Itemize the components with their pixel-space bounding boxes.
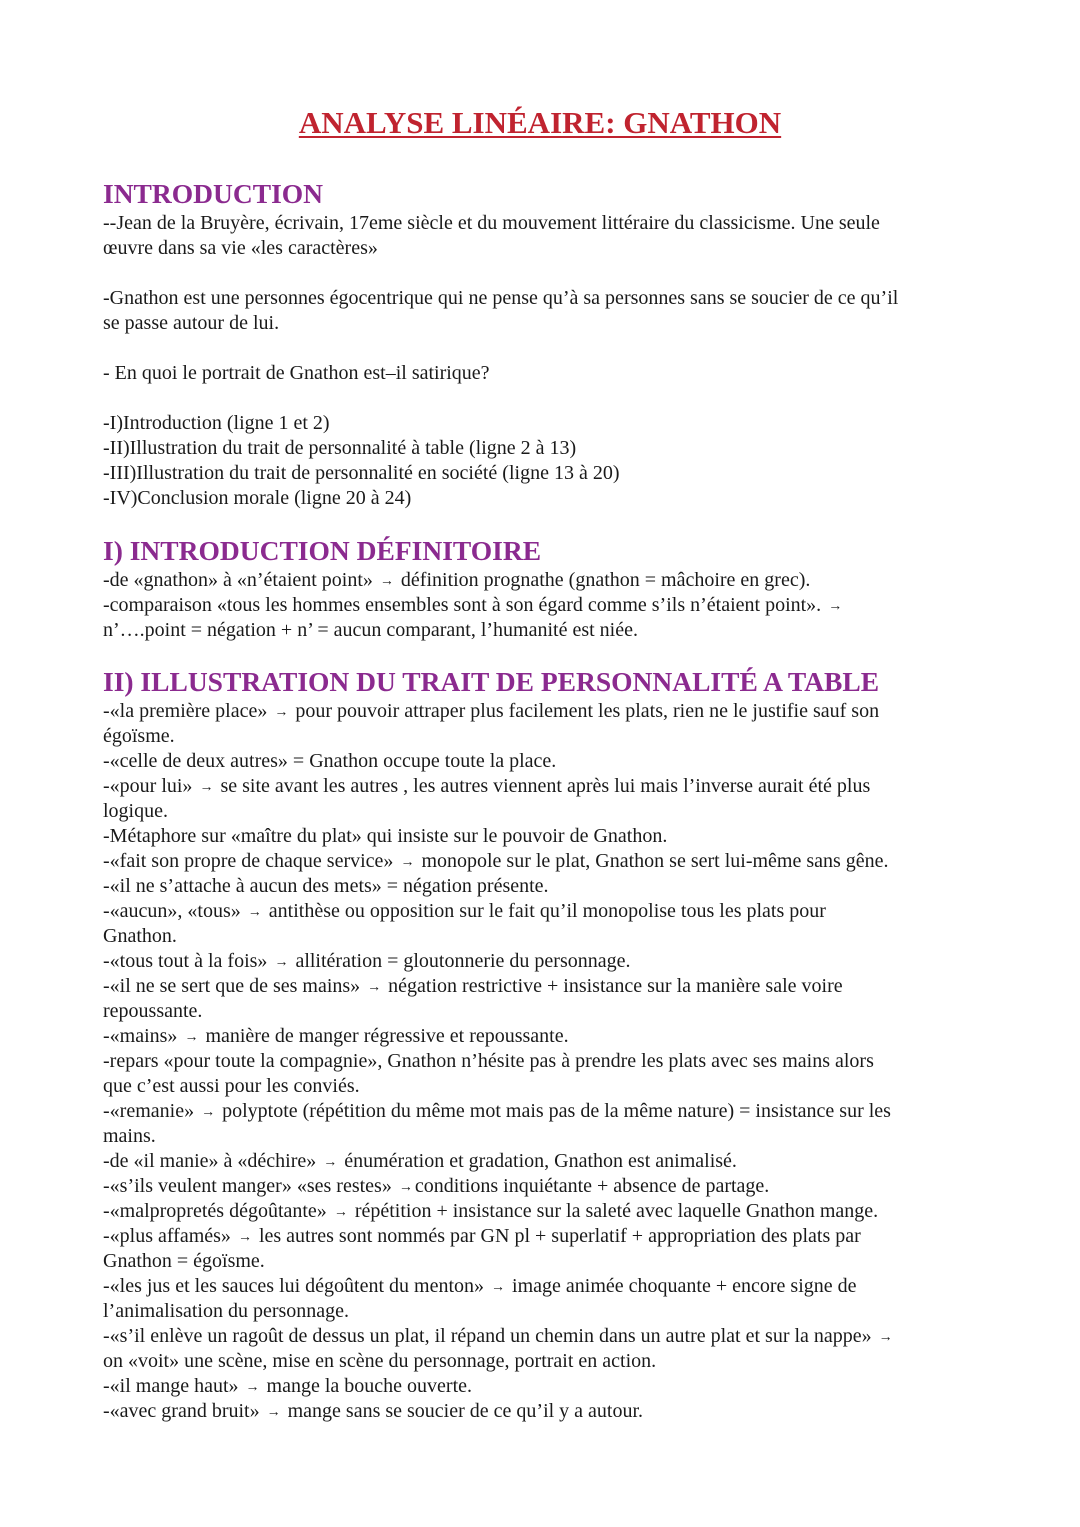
part2-line: -«celle de deux autres» = Gnathon occupe toute la place. [103,750,557,772]
arrow-glyph: → [333,1205,348,1220]
arrow-glyph: → [878,1330,893,1345]
part2-line: -«malpropretés dégoûtante» → répétition + insistance sur la saleté avec laquelle Gnathon mange. [103,1200,879,1222]
part2-line: logique. [103,800,168,822]
part2-line: -«remanie» → polyptote (répétition du même mot mais pas de la même nature) = insistance sur les [103,1100,891,1122]
section-heading-introduction: INTRODUCTION [103,178,324,209]
part2-line: -«fait son propre de chaque service» → monopole sur le plat, Gnathon se sert lui-même sans gêne. [103,850,889,872]
intro-line: se passe autour de lui. [103,312,280,334]
part2-line: -«plus affamés» → les autres sont nommés par GN pl + superlatif + appropriation des plats par [103,1225,861,1247]
arrow-glyph: → [367,980,382,995]
part2-line: que c’est aussi pour les conviés. [103,1075,360,1097]
arrow-glyph: → [828,599,843,614]
section-heading-part1: I) INTRODUCTION DÉFINITOIRE [103,535,542,566]
intro-line: -Gnathon est une personnes égocentrique qui ne pense qu’à sa personnes sans se soucier de ce qu’il [103,287,899,309]
part2-line: -«les jus et les sauces lui dégoûtent du menton» → image animée choquante + encore signe de [103,1275,857,1297]
part1-line: -comparaison «tous les hommes ensembles sont à son égard comme s’ils n’étaient point». → [103,594,843,616]
part1-line: n’….point = négation + n’ = aucun comparant, l’humanité est niée. [103,619,638,641]
arrow-glyph: → [400,855,415,870]
arrow-glyph: → [323,1155,338,1170]
plan-item: -II)Illustration du trait de personnalité à table (ligne 2 à 13) [103,437,577,459]
part2-line: -«aucun», «tous» → antithèse ou opposition sur le fait qu’il monopolise tous les plats pour [103,900,826,922]
arrow-glyph: → [247,905,262,920]
part2-line: -«la première place» → pour pouvoir attraper plus facilement les plats, rien ne le justifie sauf son [103,700,880,722]
part1-line: -de «gnathon» à «n’étaient point» → définition prognathe (gnathon = mâchoire en grec). [103,569,811,591]
arrow-glyph: → [274,705,289,720]
intro-line: --Jean de la Bruyère, écrivain, 17eme siècle et du mouvement littéraire du classicisme. Une seule [103,212,880,234]
part2-line: Gnathon = égoïsme. [103,1250,265,1272]
part2-line: l’animalisation du personnage. [103,1300,350,1322]
part2-line: -«pour lui» → se site avant les autres , les autres viennent après lui mais l’inverse aurait été plus [103,775,871,797]
intro-line: œuvre dans sa vie «les caractères» [103,237,378,259]
arrow-glyph: → [379,574,394,589]
part2-line: -«avec grand bruit» → mange sans se soucier de ce qu’il y a autour. [103,1400,644,1422]
arrow-glyph: → [274,955,289,970]
arrow-glyph: → [266,1405,281,1420]
arrow-glyph: → [398,1180,413,1195]
problem-question: - En quoi le portrait de Gnathon est–il satirique? [103,362,490,384]
part2-line: égoïsme. [103,725,175,747]
part2-line: -«il ne se sert que de ses mains» → négation restrictive + insistance sur la manière sale voire [103,975,843,997]
part2-line: on «voit» une scène, mise en scène du personnage, portrait en action. [103,1350,657,1372]
part2-line: -«s’il enlève un ragoût de dessus un plat, il répand un chemin dans un autre plat et sur la nappe» → [103,1325,893,1347]
part2-line: repoussante. [103,1000,203,1022]
plan-item: -I)Introduction (ligne 1 et 2) [103,412,330,434]
document-title: ANALYSE LINÉAIRE: GNATHON [298,105,782,140]
arrow-glyph: → [237,1230,252,1245]
plan-item: -III)Illustration du trait de personnalité en société (ligne 13 à 20) [103,462,620,484]
arrow-glyph: → [245,1380,260,1395]
arrow-glyph: → [201,1105,216,1120]
arrow-glyph: → [184,1030,199,1045]
part2-line: mains. [103,1125,156,1147]
part2-line: -repars «pour toute la compagnie», Gnathon n’hésite pas à prendre les plats avec ses mains alors [103,1050,874,1072]
part2-line: -«mains» → manière de manger régressive et repoussante. [103,1025,569,1047]
part2-line: Gnathon. [103,925,177,947]
part2-line: -Métaphore sur «maître du plat» qui insiste sur le pouvoir de Gnathon. [103,825,668,847]
part2-line: -«s’ils veulent manger» «ses restes» → conditions inquiétante + absence de partage. [103,1175,770,1197]
section-heading-part2: II) ILLUSTRATION DU TRAIT DE PERSONNALITÉ A TABLE [103,666,880,697]
arrow-glyph: → [199,780,214,795]
part2-line: -«il mange haut» → mange la bouche ouverte. [103,1375,472,1397]
arrow-glyph: → [491,1280,506,1295]
part2-line: -«tous tout à la fois» → allitération = gloutonnerie du personnage. [103,950,631,972]
plan-item: -IV)Conclusion morale (ligne 20 à 24) [103,487,412,509]
part2-line: -de «il manie» à «déchire» → énumération et gradation, Gnathon est animalisé. [103,1150,737,1172]
part2-line: -«il ne s’attache à aucun des mets» = négation présente. [103,875,549,897]
